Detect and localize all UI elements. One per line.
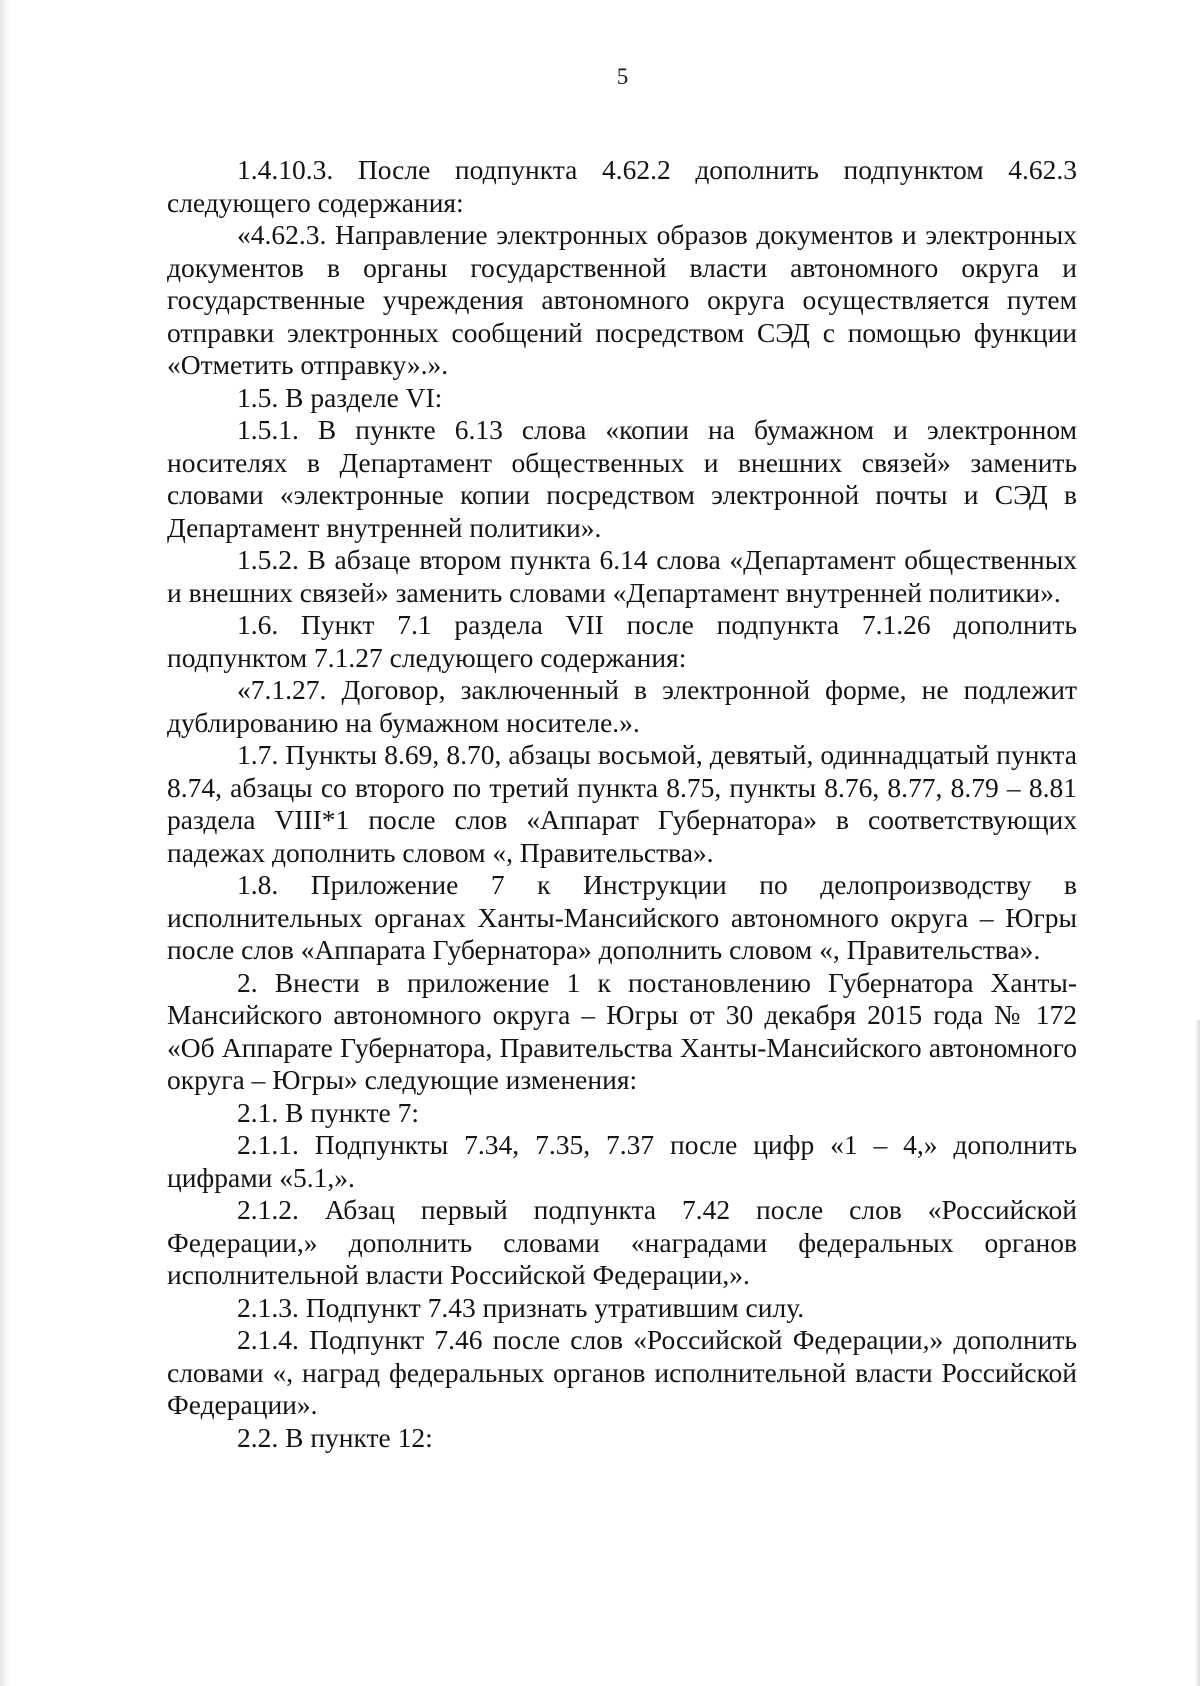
paragraph-2-1-2: 2.1.2. Абзац первый подпункта 7.42 после слов «Российской Федерации,» дополнить словами «наградами федеральных органов исполнительной власти Российской Федерации,». (167, 1194, 1077, 1290)
scan-edge-left (0, 0, 10, 1686)
paragraph-2-1-3: 2.1.3. Подпункт 7.43 признать утратившим силу. (237, 1291, 805, 1323)
paragraph-2-2: 2.2. В пункте 12: (237, 1421, 433, 1453)
paragraph-1-7: 1.7. Пункты 8.69, 8.70, абзацы восьмой, девятый, одиннадцатый пункта 8.74, абзацы со второго по третий пункта 8.75, пункты 8.76, 8.77, 8.79 – 8.81 раздела VIII*1 после слов «Аппарат Губернатора» в соответствующих падежах дополнить словом «, Правительства». (167, 739, 1077, 868)
paragraph-1-5-1: 1.5.1. В пункте 6.13 слова «копии на бумажном и электронном носителях в Департамент общественных и внешних связей» заменить словами «электронные копии посредством электронной почты и СЭД в Департамент внутренней политики». (167, 414, 1077, 543)
paragraph-1-6: 1.6. Пункт 7.1 раздела VII после подпункта 7.1.26 дополнить подпунктом 7.1.27 следующего содержания: (167, 609, 1077, 673)
paragraph-quote-7-1-27: «7.1.27. Договор, заключенный в электронной форме, не подлежит дублированию на бумажном носителе.». (167, 674, 1077, 738)
page-number: 5 (616, 64, 629, 89)
paragraph-2-1-1: 2.1.1. Подпункты 7.34, 7.35, 7.37 после цифр «1 – 4,» дополнить цифрами «5.1,». (167, 1129, 1077, 1193)
paragraph-1-5: 1.5. В разделе VI: (237, 381, 443, 413)
document-body (167, 154, 1077, 1454)
paragraph-1-5-2: 1.5.2. В абзаце втором пункта 6.14 слова «Департамент общественных и внешних связей» заменить словами «Департамент внутренней политики». (167, 544, 1077, 608)
scan-edge-right (1195, 1020, 1200, 1686)
paragraph-quote-4-62-3: «4.62.3. Направление электронных образов документов и электронных документов в органы государственной власти автономного округа и государственные учреждения автономного округа осуществляется путем отправки электронных сообщений посредством СЭД с помощью функции «Отметить отправку».». (167, 219, 1077, 380)
paragraph-1-8: 1.8. Приложение 7 к Инструкции по делопроизводству в исполнительных органах Ханты-Мансийского автономного округа – Югры после слов «Аппарата Губернатора» дополнить словом «, Правительства». (167, 869, 1077, 965)
paragraph-2-1-4: 2.1.4. Подпункт 7.46 после слов «Российской Федерации,» дополнить словами «, наград федеральных органов исполнительной власти Российской Федерации». (167, 1324, 1077, 1420)
paragraph-1-4-10-3: 1.4.10.3. После подпункта 4.62.2 дополнить подпунктом 4.62.3 следующего содержания: (167, 154, 1077, 218)
paragraph-2-1: 2.1. В пункте 7: (237, 1096, 420, 1128)
paragraph-2: 2. Внести в приложение 1 к постановлению Губернатора Ханты-Мансийского автономного округа – Югры от 30 декабря 2015 года № 172 «Об Аппарате Губернатора, Правительства Ханты-Мансийского автономного округа – Югры» следующие изменения: (167, 966, 1077, 1095)
